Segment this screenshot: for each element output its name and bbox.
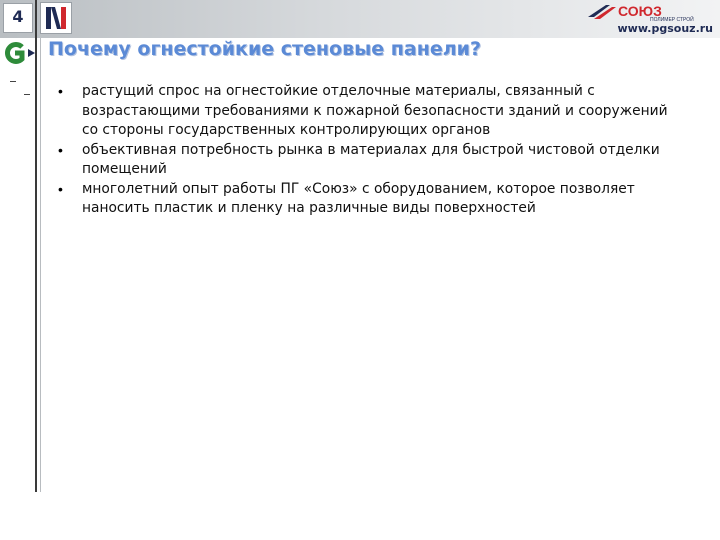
bullet-text: объективная потребность рынка в материалах для быстрой чистовой отделки помещений bbox=[82, 141, 660, 177]
slide-title: Почему огнестойкие стеновые панели? bbox=[48, 38, 482, 60]
site-url: www.pgsouz.ru bbox=[617, 22, 713, 35]
soyuz-logo-icon bbox=[588, 2, 694, 23]
bullet-text: растущий спрос на огнестойкие отделочные материалы, связанный с возрастающими требованиями к пожарной безопасности зданий и сооружений со стороны государственных контролирующих органов bbox=[82, 83, 668, 138]
bullet-list bbox=[58, 82, 668, 219]
bullet-item bbox=[58, 82, 668, 141]
slide-number-box bbox=[3, 3, 33, 33]
logo-wordmark: СОЮЗ bbox=[618, 3, 662, 19]
bullet-item bbox=[58, 180, 668, 219]
side-dash bbox=[24, 94, 30, 95]
side-dash bbox=[10, 81, 16, 82]
bullet-dot-icon: • bbox=[58, 83, 63, 99]
bullet-text: многолетний опыт работы ПГ «Союз» с оборудованием, которое позволяет наносить пластик и пленку на различные виды поверхностей bbox=[82, 180, 635, 216]
bullet-dot-icon: • bbox=[58, 141, 63, 158]
n-logo-icon bbox=[40, 2, 72, 34]
bullet-dot-icon: • bbox=[58, 180, 63, 197]
g-badge-icon bbox=[2, 40, 35, 68]
left-border-line bbox=[35, 0, 37, 492]
slide-number: 4 bbox=[12, 7, 24, 26]
left-inner-line bbox=[40, 38, 41, 492]
bullet-item bbox=[58, 141, 668, 180]
logo-subtext: ПОЛИМЕР СТРОЙ bbox=[650, 17, 694, 23]
